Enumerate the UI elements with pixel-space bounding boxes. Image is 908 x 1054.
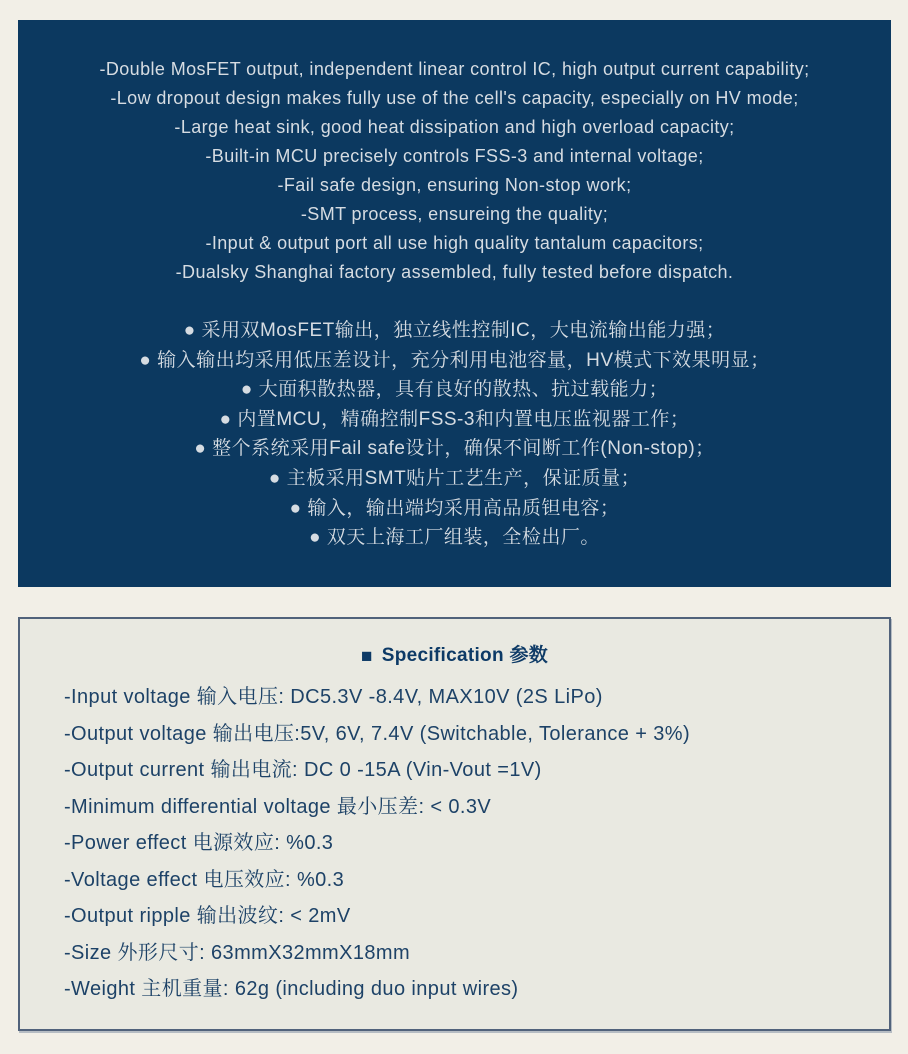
feature-line-en: -Fail safe design, ensuring Non-stop work; bbox=[277, 175, 632, 195]
spec-line: -Weight 主机重量: 62g (including duo input wires) bbox=[64, 978, 519, 1000]
feature-line-zh: ● 输入，输出端均采用高品质钽电容； bbox=[289, 497, 620, 519]
feature-line-en: -Low dropout design makes fully use of the cell's capacity, especially on HV mode; bbox=[110, 88, 799, 108]
spec-line: -Power effect 电源效应: %0.3 bbox=[64, 832, 334, 854]
feature-line-en: -Input & output port all use high quality tantalum capacitors; bbox=[205, 233, 704, 253]
english-feature-list bbox=[18, 55, 891, 287]
spec-title bbox=[20, 645, 889, 667]
spec-line: -Output voltage 输出电压:5V, 6V, 7.4V (Switchable, Tolerance + 3%) bbox=[64, 722, 691, 745]
spec-line: -Voltage effect 电压效应: %0.3 bbox=[64, 868, 345, 891]
spec-line: -Size 外形尺寸: 63mmX32mmX18mm bbox=[64, 941, 411, 964]
feature-line-zh: ● 整个系统采用Fail safe设计，确保不间断工作(Non-stop)； bbox=[194, 438, 715, 460]
feature-line-zh: ● 内置MCU，精确控制FSS-3和内置电压监视器工作； bbox=[219, 408, 690, 430]
feature-line-zh: ● 双天上海工厂组装，全检出厂。 bbox=[309, 527, 600, 549]
spec-line: -Output ripple 输出波纹: < 2mV bbox=[64, 905, 351, 927]
feature-line-en: -Double MosFET output, independent linear control IC, high output current capability; bbox=[99, 59, 810, 79]
spec-panel bbox=[18, 617, 891, 1031]
features-panel bbox=[18, 20, 891, 587]
feature-line-zh: ● 大面积散热器，具有良好的散热、抗过载能力； bbox=[240, 379, 669, 401]
square-bullet-icon: ■ bbox=[360, 646, 373, 667]
spec-line: -Minimum differential voltage 最小压差: < 0.3V bbox=[64, 795, 492, 818]
spec-line: -Input voltage 输入电压: DC5.3V -8.4V, MAX10V (2S LiPo) bbox=[64, 686, 603, 708]
feature-line-zh: ● 主板采用SMT贴片工艺生产，保证质量； bbox=[268, 467, 641, 489]
feature-line-en: -SMT process, ensureing the quality; bbox=[300, 204, 609, 224]
feature-line-en: -Large heat sink, good heat dissipation and high overload capacity; bbox=[174, 117, 735, 137]
feature-line-en: -Dualsky Shanghai factory assembled, fully tested before dispatch. bbox=[175, 262, 734, 282]
feature-line-zh: ● 输入输出均采用低压差设计，充分利用电池容量，HV模式下效果明显； bbox=[139, 349, 770, 371]
spec-list bbox=[64, 679, 869, 1008]
feature-line-zh: ● 采用双MosFET输出，独立线性控制IC，大电流输出能力强； bbox=[183, 320, 726, 341]
spec-title-text: Specification 参数 bbox=[381, 645, 549, 666]
chinese-feature-list bbox=[18, 316, 891, 553]
spec-line: -Output current 输出电流: DC 0 -15A (Vin-Vout =1V) bbox=[64, 759, 542, 781]
feature-line-en: -Built-in MCU precisely controls FSS-3 and internal voltage; bbox=[205, 146, 704, 166]
